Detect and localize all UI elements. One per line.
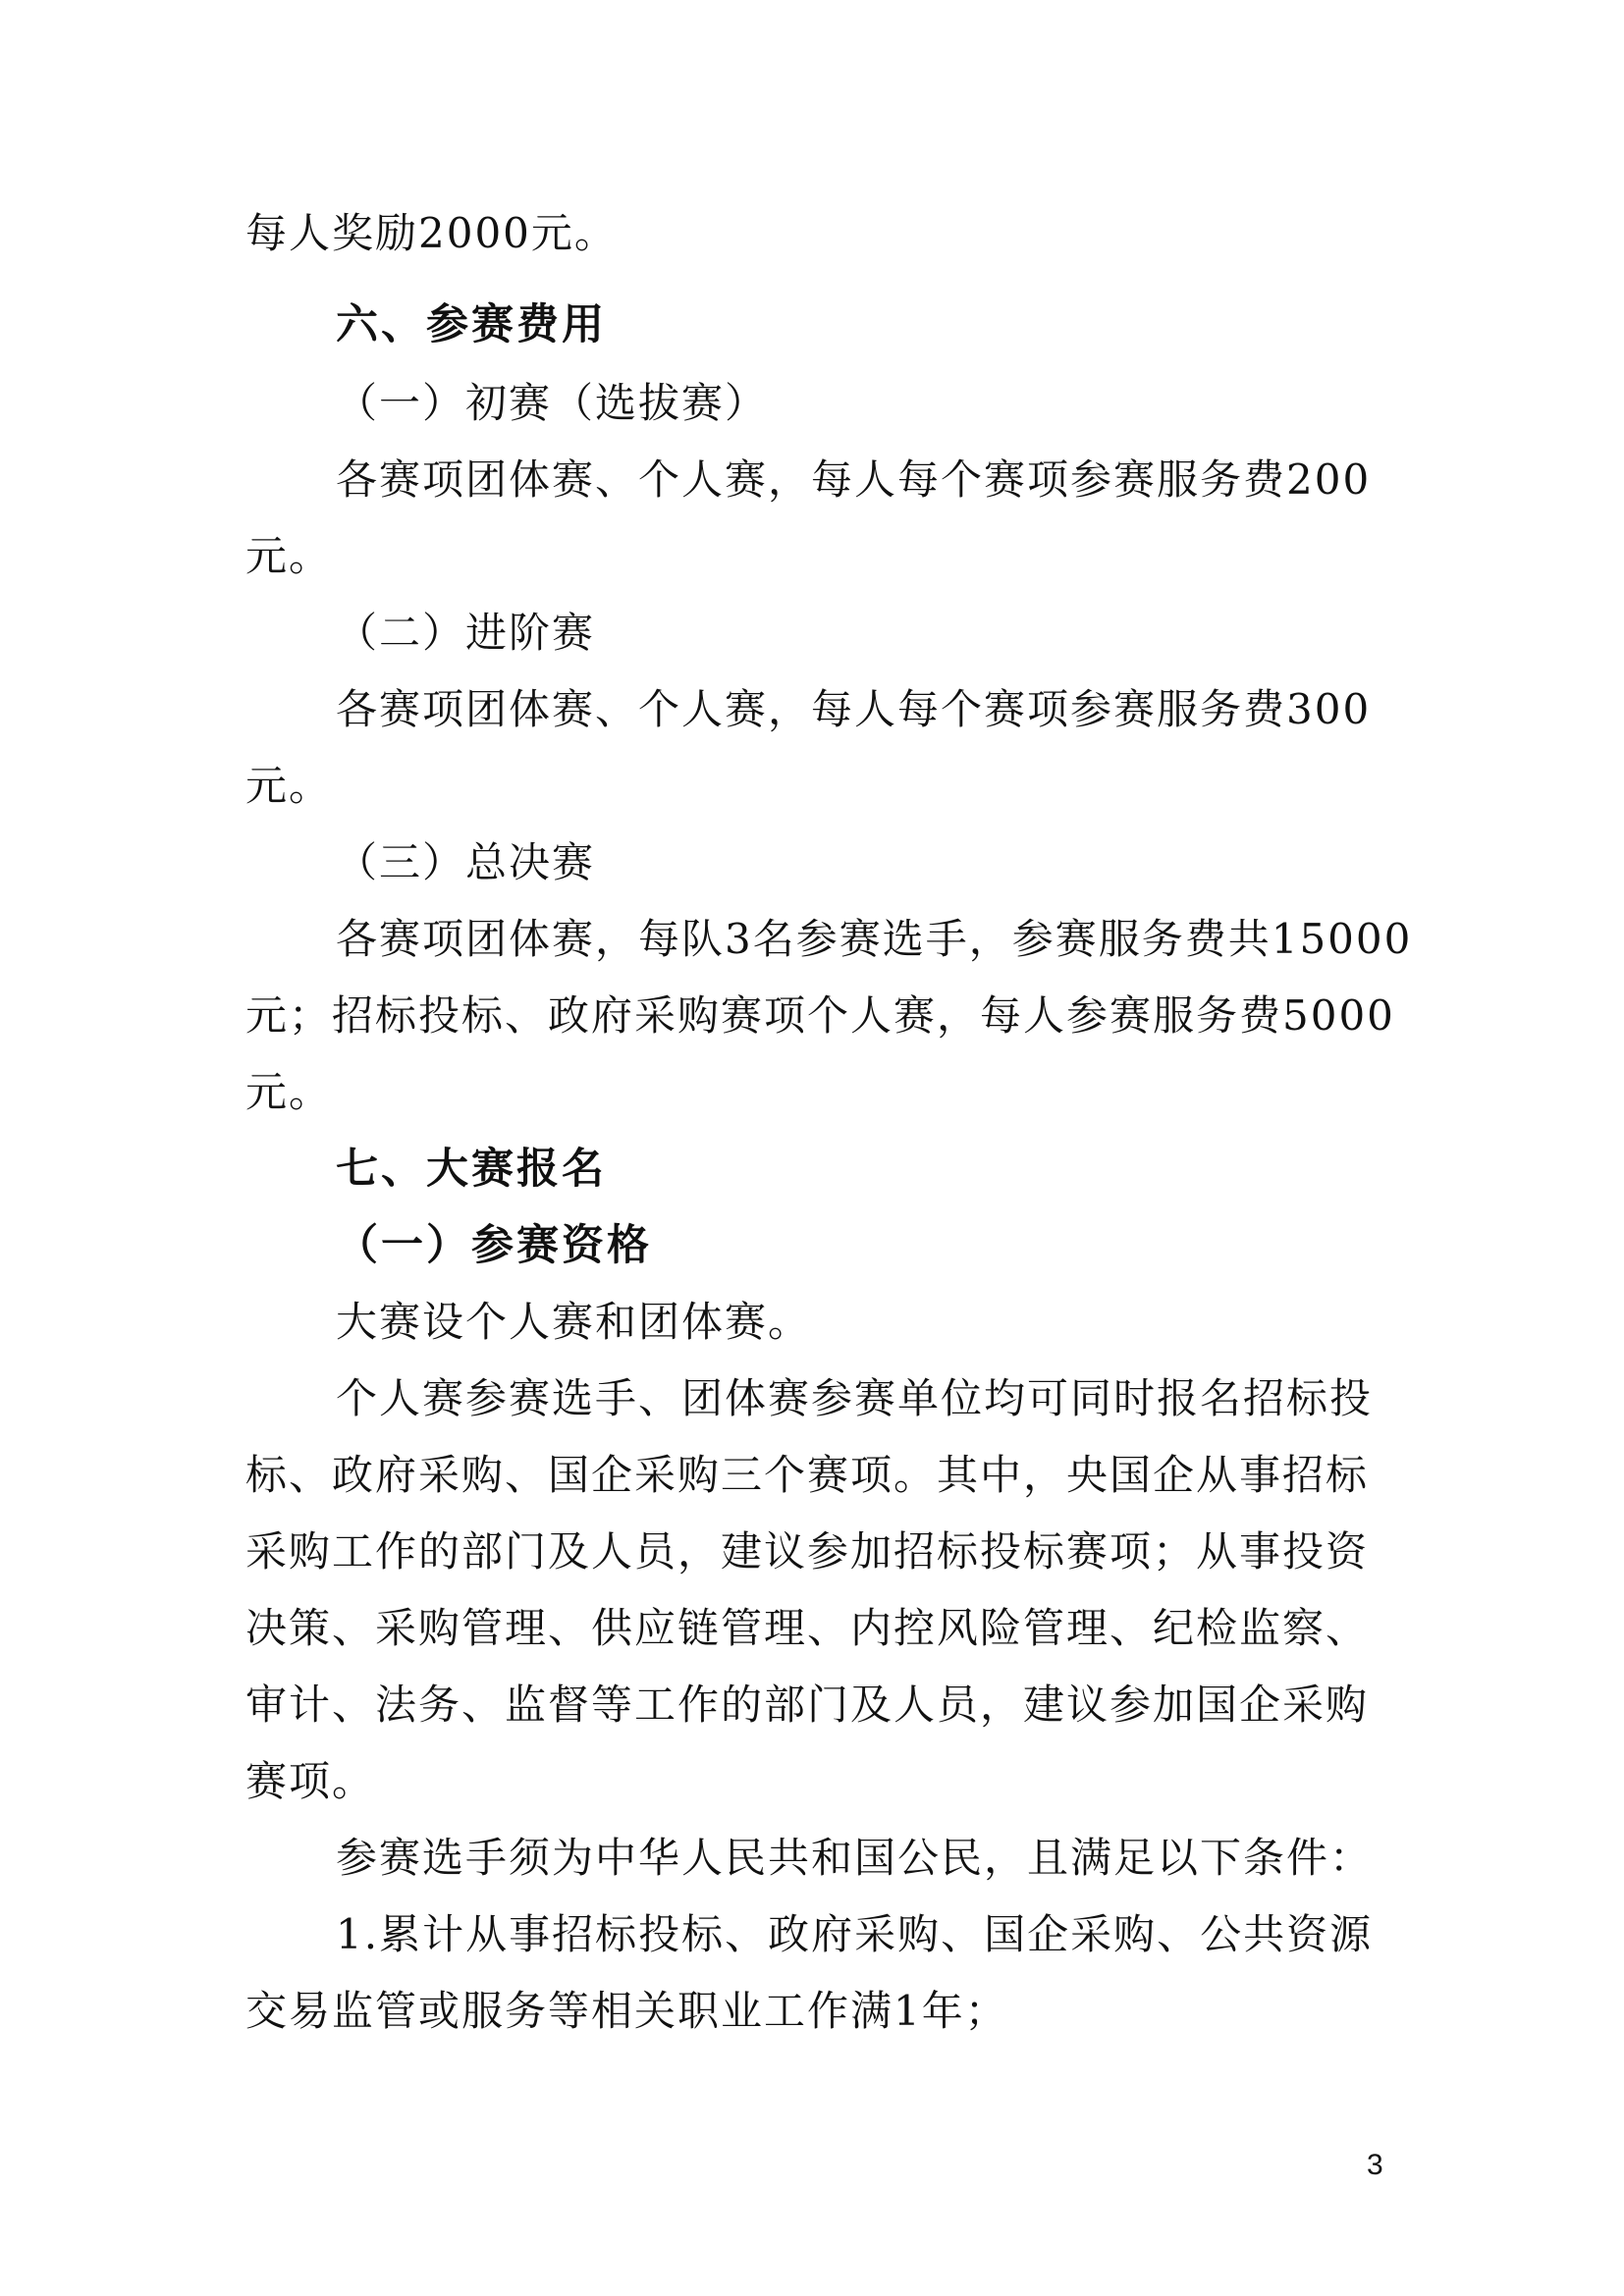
subheading-finals: （三）总决赛 (336, 838, 596, 886)
paragraph-line: 标、政府采购、国企采购三个赛项。其中，央国企从事招标 (245, 1451, 1370, 1499)
section-heading-registration: 七、大赛报名 (336, 1145, 607, 1194)
section-heading-fees: 六、参赛费用 (336, 300, 607, 349)
paragraph-line: 采购工作的部门及人员，建议参加招标投标赛项；从事投资 (245, 1527, 1370, 1575)
paragraph-line: 个人赛参赛选手、团体赛参赛单位均可同时报名招标投 (336, 1374, 1374, 1422)
paragraph-line: 元。 (245, 762, 333, 810)
subheading-eligibility: （一）参赛资格 (336, 1221, 652, 1270)
paragraph-line: 元；招标投标、政府采购赛项个人赛，每人参赛服务费5000 (245, 991, 1395, 1040)
subheading-advanced: （二）进阶赛 (336, 609, 596, 657)
paragraph-line: 元。 (245, 1068, 333, 1116)
paragraph-line: 各赛项团体赛，每队3名参赛选手，参赛服务费共15000 (336, 915, 1413, 963)
paragraph-line: 每人奖励2000元。 (245, 209, 618, 257)
paragraph-line: 参赛选手须为中华人民共和国公民，且满足以下条件： (336, 1834, 1374, 1882)
paragraph-line: 大赛设个人赛和团体赛。 (336, 1298, 812, 1346)
page-number: 3 (1367, 2149, 1383, 2181)
paragraph-line: 决策、采购管理、供应链管理、内控风险管理、纪检监察、 (245, 1604, 1370, 1652)
paragraph-line: 审计、法务、监督等工作的部门及人员，建议参加国企采购 (245, 1681, 1370, 1729)
paragraph-line: 各赛项团体赛、个人赛，每人每个赛项参赛服务费200 (336, 455, 1372, 504)
subheading-preliminary: （一）初赛（选拔赛） (336, 379, 769, 427)
paragraph-line: 各赛项团体赛、个人赛，每人每个赛项参赛服务费300 (336, 685, 1372, 733)
list-item-line: 交易监管或服务等相关职业工作满1年； (245, 1987, 1008, 2035)
list-item-line: 1.累计从事招标投标、政府采购、国企采购、公共资源 (336, 1910, 1374, 1958)
paragraph-line: 赛项。 (245, 1757, 376, 1805)
paragraph-line: 元。 (245, 532, 333, 580)
